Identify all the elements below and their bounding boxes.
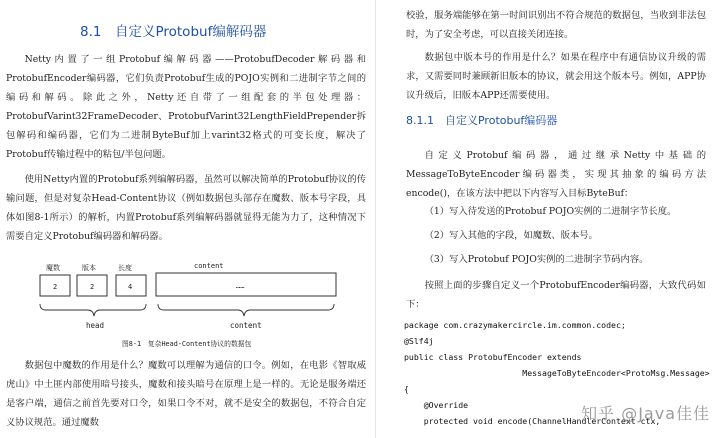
code-line-5: { [404,384,409,394]
paragraph-continued: 校验，服务端能够在第一时间识别出不符合规范的数据包，当收到非法包时，为了安全考虑，可以直接关闭连接。 [406,10,706,40]
value-content: …… [236,282,245,290]
label-length: 长度 [118,264,132,272]
paragraph-version-number: 数据包中版本号的作用是什么？如果在程序中有通信协议升级的需求，又需要同时兼顾新旧版本的协议，就会用这个版本号。例如，APP协议升级后，旧版本APP还需要使用。 [406,52,706,101]
paragraph-magic-number: 数据包中魔数的作用是什么？魔数可以理解为通信的口令。例如，在电影《智取威虎山》中土匪内部使用暗号接头，魔数和接头暗号在原理上是一样的。无论是服务端还是客户端，通信之前首先要对口令，如果口令不对，就不是安全的数据包，不符合自定义协议规范。通过魔数 [6,360,366,428]
figure-caption: 图8-1 复杂Head-Content协议的数据包 [122,340,252,348]
paragraph-custom-need: 使用Netty内置的Protobuf系列编解码器，虽然可以解决简单的Protobuf协议的传输问题，但是对复杂Head-Content协议（例如数据包头部存在魔数、版本号字段，具体如图8-1所示）的解析，内置Protobuf系列编解码器就显得无能为力了，这种情况下需要自定义Protobuf编码器和解码器。 [6,174,366,242]
paragraph-steps: 按照上面的步骤自定义一个ProtobufEncoder编码器，大致代码如下： [406,280,706,310]
code-line-3: public class ProtobufEncoder extends [404,352,582,362]
watermark-text: 知乎 @Java佳佳 [581,404,710,423]
paragraph-encoder-intro: 自定义Protobuf编码器，通过继承Netty中基础的MessageToByteEncoder编码器类，实现其抽象的编码方法encode()，在该方法中把以下内容写入目标ByteBuf： [406,150,706,199]
brace-content [158,304,334,316]
list-item-3: （3）写入Protobuf POJO实例的二进制字节码内容。 [424,254,649,265]
code-line-2: @Slf4j [404,336,434,346]
code-line-4: MessageToByteEncoder<ProtoMsg.Message> [404,368,710,378]
box-content [156,273,336,296]
code-line-6: @Override [404,400,469,410]
brace-head-label: head [86,321,105,330]
section-heading: 8.1 自定义Protobuf编解码器 [80,24,267,40]
value-magic: 2 [53,283,58,291]
right-page [380,0,720,438]
code-line-7: protected void encode(ChannelHandlerContext ctx, [404,416,661,426]
paragraph-netty-codecs: Netty内置了一组Protobuf编解码器——ProtobufDecoder解码器和ProtobufEncoder编码器，它们负责Protobuf生成的POJO实例和二进制字节之间的编码和解码。除此之外，Netty还自带了一组配套的半包处理器：ProtobufVarint32FrameDecoder、ProtobufVarint32LengthFieldPrepender拆包解码和编码器，它们为二进制ByteBuf加上varint32格式的可变长度，解决了Protobuf传输过程中的粘包/半包问题。 [6,54,366,160]
figure-packet-diagram [30,258,350,352]
value-version: 2 [90,283,95,291]
list-item-1: （1）写入待发送的Protobuf POJO实例的二进制字节长度。 [424,206,677,217]
page-divider [375,0,376,438]
list-item-2: （2）写入其他的字段，如魔数、版本号。 [424,230,598,241]
subsection-heading: 8.1.1 自定义Protobuf编码器 [406,114,558,127]
label-version: 版本 [82,264,96,272]
value-length: 4 [128,283,133,291]
brace-head [40,304,146,316]
label-magic: 魔数 [46,264,60,272]
code-line-1: package com.crazymakercircle.im.common.codec; [404,320,626,330]
label-content: content [194,262,224,270]
brace-content-label: content [230,321,262,330]
